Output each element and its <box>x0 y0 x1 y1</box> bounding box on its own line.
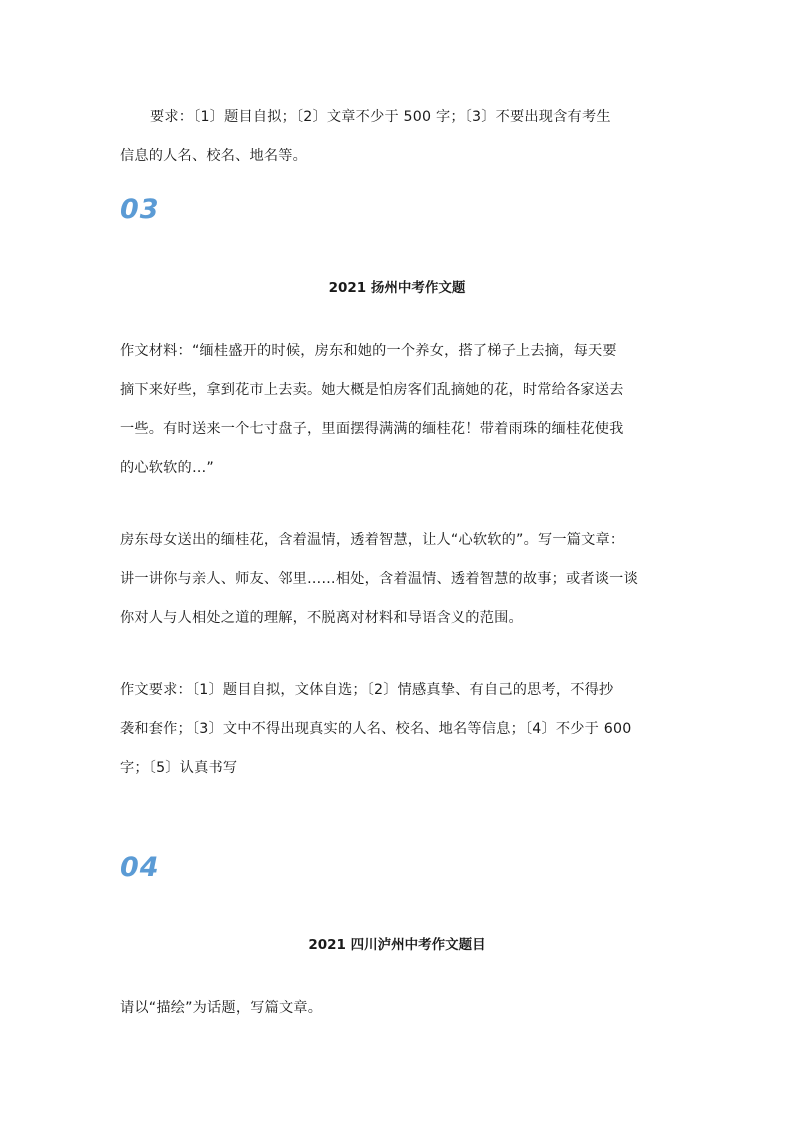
intro-requirement-line-1: 要求：〔1〕题目自拟；〔2〕文章不少于 500 字；〔3〕不要出现含有考生 <box>150 109 611 125</box>
material-line-4: 的心软软的…” <box>120 460 214 476</box>
material-line-3: 一些。有时送来一个七寸盘子，里面摆得满满的缅桂花！带着雨珠的缅桂花使我 <box>120 421 624 437</box>
section-number-03: 03 <box>120 194 160 225</box>
section-04-title: 2021 四川泸州中考作文题目 <box>308 937 486 953</box>
prompt-line-2: 讲一讲你与亲人、师友、邻里……相处，含着温情、透着智慧的故事；或者谈一谈 <box>120 571 638 587</box>
section-03-prompt-paragraph <box>120 521 680 638</box>
material-line-2: 摘下来好些，拿到花市上去卖。她大概是怕房客们乱摘她的花，时常给各家送去 <box>120 382 624 398</box>
requirements-line-1: 作文要求：〔1〕题目自拟，文体自选；〔2〕情感真挚、有自己的思考，不得抄 <box>120 682 614 698</box>
prompt-line-1: 房东母女送出的缅桂花，含着温情，透着智慧，让人“心软软的”。写一篇文章： <box>120 532 625 548</box>
requirements-line-2: 袭和套作；〔3〕文中不得出现真实的人名、校名、地名等信息；〔4〕不少于 600 <box>120 721 632 737</box>
section-04-prompt-paragraph <box>120 989 680 1028</box>
material-line-1: 作文材料：“缅桂盛开的时候，房东和她的一个养女，搭了梯子上去摘，每天要 <box>120 343 617 359</box>
section-number-04: 04 <box>120 852 160 883</box>
prompt-line-3: 你对人与人相处之道的理解，不脱离对材料和导语含义的范围。 <box>120 610 523 626</box>
section-03-title: 2021 扬州中考作文题 <box>328 280 466 296</box>
intro-requirement-paragraph <box>120 98 680 176</box>
requirements-line-3: 字；〔5〕认真书写 <box>120 760 238 776</box>
section-03-material-paragraph <box>120 332 680 488</box>
intro-requirement-line-2: 信息的人名、校名、地名等。 <box>120 148 308 164</box>
section-03-requirements-paragraph <box>120 671 680 788</box>
section-04-prompt-line-1: 请以“描绘”为话题，写篇文章。 <box>120 1000 323 1016</box>
